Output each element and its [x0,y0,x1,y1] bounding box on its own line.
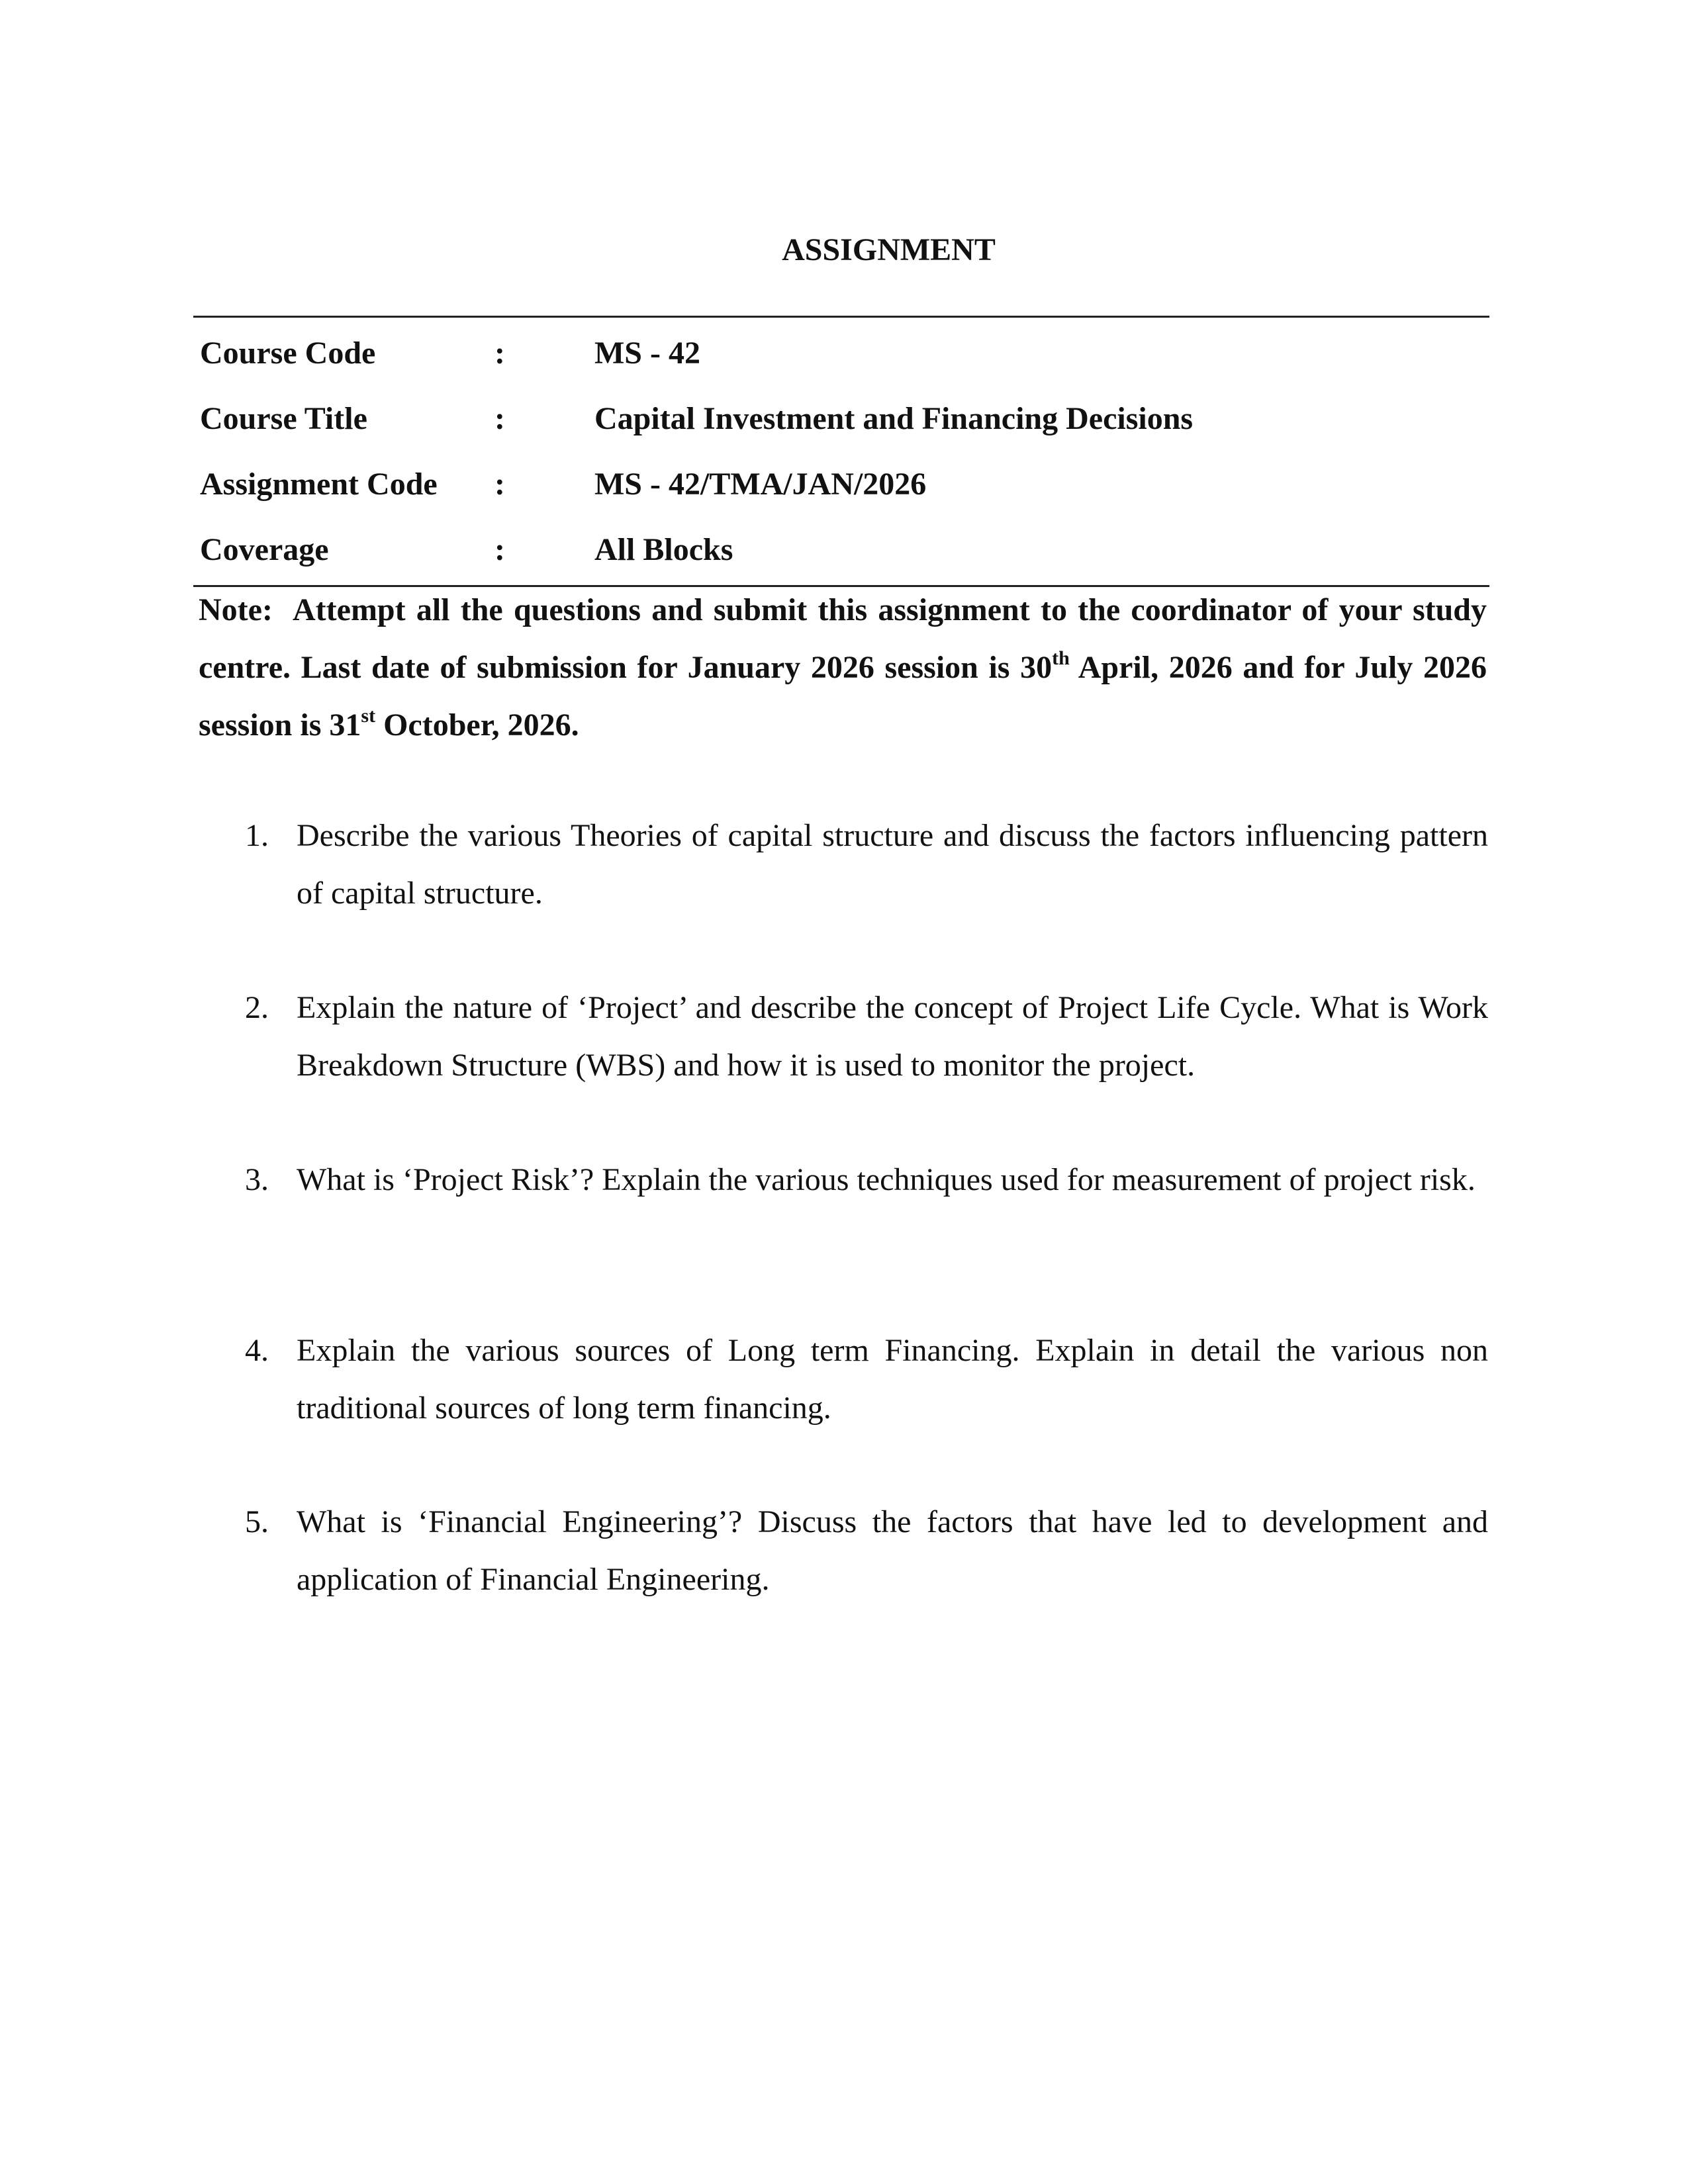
assignment-code-row [193,451,1489,517]
info-label: Coverage [200,532,329,567]
info-label: Course Code [200,336,376,371]
course-info-table [193,316,1489,587]
course-code-row [193,320,1489,386]
question-text: Explain the nature of ‘Project’ and describe the concept of Project Life Cycle. What is Work Breakdown Structure (WBS) and how it is used to monitor the project. [297,990,1488,1083]
info-separator: : [494,336,505,371]
question-item [245,1322,1488,1437]
note-text-part2: April, 2026 and for July 2026 session is 31 [199,650,1487,743]
info-value: MS - 42 [594,336,700,371]
note-label: Note: [199,592,273,627]
note-superscript-th: th [1052,647,1070,669]
question-text: What is ‘Financial Engineering’? Discuss the factors that have led to development and application of Financial Engineering. [297,1504,1488,1597]
question-item [245,1493,1488,1608]
question-number: 4. [245,1333,269,1368]
info-separator: : [494,532,505,567]
question-number: 1. [245,818,269,853]
submission-note [199,581,1487,754]
question-text: What is ‘Project Risk’? Explain the various techniques used for measurement of project risk. [297,1162,1476,1197]
question-number: 2. [245,990,269,1025]
info-value: Capital Investment and Financing Decisions [594,401,1194,436]
info-separator: : [494,401,505,436]
coverage-row [193,517,1489,582]
info-label: Assignment Code [200,467,438,502]
question-item [245,1151,1488,1208]
note-text-part1: Attempt all the questions and submit this assignment to the coordinator of your study centre. Last date of submission for January 2026 session is 30 [199,592,1487,685]
question-item [245,979,1488,1094]
question-text: Describe the various Theories of capital structure and discuss the factors influencing pattern of capital structure. [297,818,1488,911]
info-value: MS - 42/TMA/JAN/2026 [594,467,927,502]
info-label: Course Title [200,401,367,436]
note-text-part3: October, 2026. [375,707,579,743]
question-number: 3. [245,1162,269,1197]
question-item [245,807,1488,922]
course-title-row [193,386,1489,451]
question-number: 5. [245,1504,269,1539]
note-superscript-st: st [361,705,376,727]
info-value: All Blocks [594,532,733,567]
page-title: ASSIGNMENT [782,232,996,267]
info-separator: : [494,467,505,502]
question-text: Explain the various sources of Long term Financing. Explain in detail the various non traditional sources of long term financing. [297,1333,1488,1426]
